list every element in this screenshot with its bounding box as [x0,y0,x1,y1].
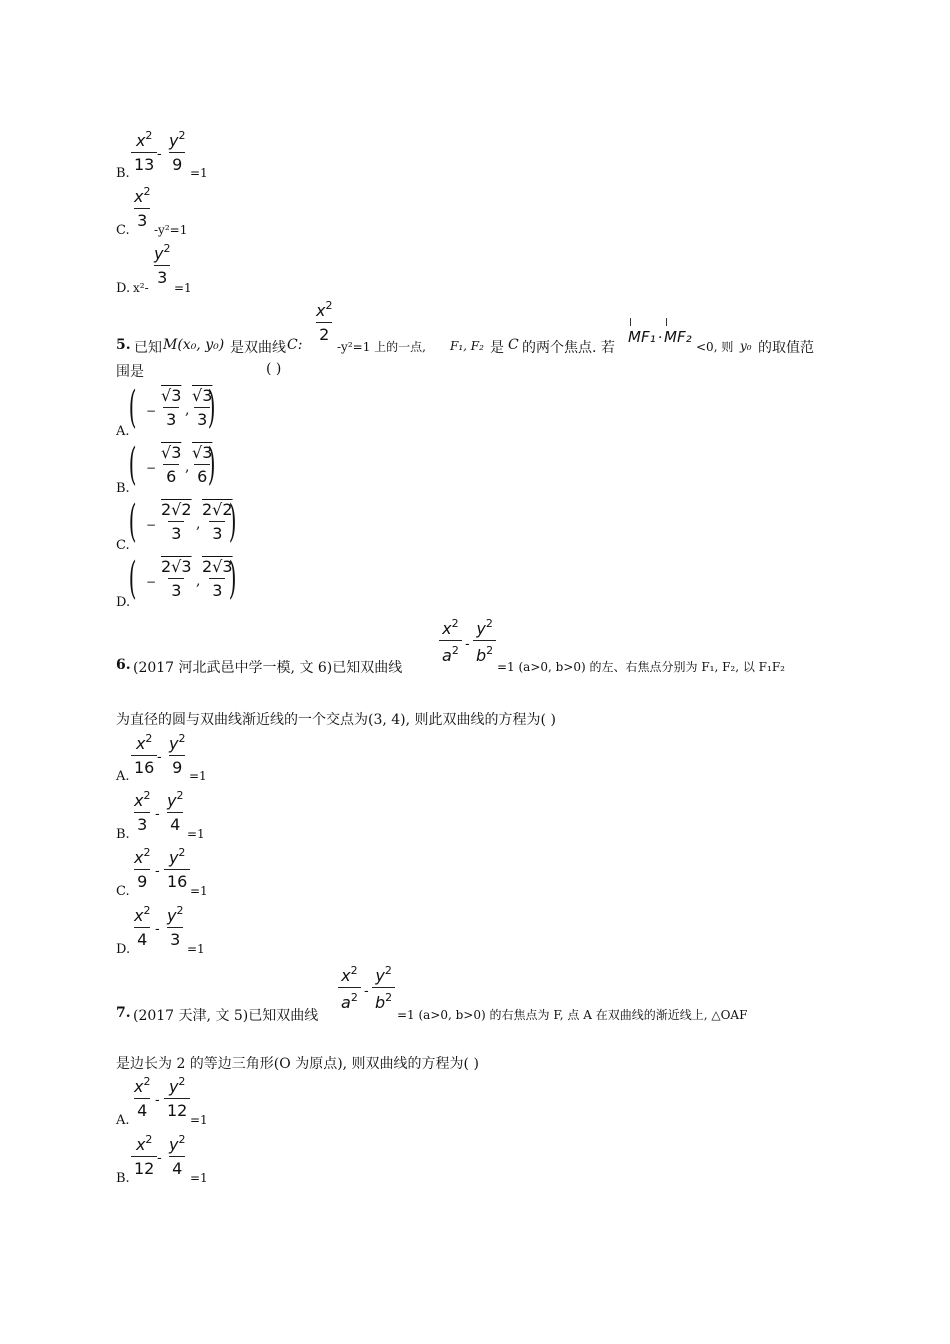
fraction: $\frac{y^2}{4}$ [167,789,184,834]
fraction: $\frac{y^2}{12}$ [164,1076,190,1119]
minus-sign: − [146,461,157,475]
question-text: C: [287,337,303,353]
minus-sign: − [146,404,157,418]
question-text: =1 (a>0, b>0) 的右焦点为 F, 点 A 在双曲线的渐近线上, △OAF [397,1008,748,1022]
minus-sign: − [146,575,157,589]
option-label: C. [116,884,130,899]
option-label: A. [116,769,130,784]
fraction: $\frac{y^2}{4}$ [169,1133,186,1178]
option-label: B. [116,166,130,181]
fraction: $\frac{y^2}{9}$ [169,732,186,777]
option-label: A. [116,424,130,439]
question-text: <0, 则 [696,340,734,354]
fraction: $\frac{x^2}{a^2}$ [338,965,361,1011]
fraction: $\frac{√3}{6}$ [161,443,182,486]
question-text: (2017 天津, 文 5)已知双曲线 [133,1008,319,1024]
option-label: B. [116,481,130,496]
fraction: $\frac{x^2}{9}$ [134,846,151,891]
fraction: $\frac{y^2}{16}$ [164,847,190,890]
equation-tail: =1 [189,769,207,783]
option-label: B. [116,1171,130,1186]
fraction: $\frac{y^2}{b^2}$ [473,618,496,664]
question-text: (2017 河北武邑中学一模, 文 6)已知双曲线 [133,660,403,676]
question-text: =1 (a>0, b>0) 的左、右焦点分别为 F₁, F₂, 以 F₁F₂ [497,660,785,674]
answer-bracket: ( ) [266,361,282,377]
question-text: 是边长为 2 的等边三角形(O 为原点), 则双曲线的方程为( ) [116,1056,479,1072]
option-label: D. [116,281,131,296]
question-number: 7. [116,1005,131,1021]
fraction: $\frac{2√2}{3}$ [161,500,192,543]
equation-tail: =1 [187,942,205,956]
question-text: F₁, F₂ [450,339,484,353]
question-text: 是 [490,340,504,356]
fraction: $\frac{x^2}{3}$ [134,789,151,834]
option-label: C. [116,223,130,238]
fraction: $\frac{x^2}{4}$ [134,1075,151,1120]
question-text: 已知 [134,340,162,356]
question-text: 的取值范 [758,340,814,356]
dot-operator: · [658,330,663,346]
fraction: $\frac{y^2}{b^2}$ [372,965,395,1011]
equation-tail: =1 [190,1113,208,1127]
question-number: 6. [116,657,131,673]
question-text: M(x₀, y₀) [163,337,225,353]
fraction: $\frac{x^2}{4}$ [134,904,151,949]
fraction: $\frac{x^2}{a^2}$ [439,618,462,664]
question-text: -y²=1 上的一点, [337,340,426,354]
fraction: $\frac{2√3}{3}$ [202,557,233,600]
fraction: $\frac{y^2}{3}$ [167,904,184,949]
question-text: 是双曲线 [230,340,286,356]
fraction: $\frac{x^2}{16}$ [131,733,157,776]
fraction: $\frac{y^2}{9}$ [169,129,186,174]
vector-mf1: MF₁ [628,328,656,346]
question-number: 5. [116,337,131,353]
question-text: 围是 [116,364,144,380]
fraction: $\frac{2√3}{3}$ [161,557,192,600]
fraction: $\frac{√3}{3}$ [161,386,182,429]
option-label: D. [116,595,131,610]
fraction: $\frac{2√2}{3}$ [202,500,233,543]
fraction: $\frac{x^2}{3}$ [134,185,151,230]
fraction: $\frac{x^2}{2}$ [316,299,333,344]
fraction: $\frac{x^2}{13}$ [131,130,157,173]
option-label: D. [116,942,131,957]
equation-tail: =1 [190,884,208,898]
question-text: 的两个焦点. 若 [522,340,615,356]
fraction: $\frac{y^2}{3}$ [154,242,171,287]
question-text: y₀ [740,339,752,353]
question-text: 为直径的圆与双曲线渐近线的一个交点为(3, 4), 则此双曲线的方程为( ) [116,712,556,728]
equation-tail: =1 [190,1171,208,1185]
fraction: $\frac{√3}{6}$ [192,443,213,486]
fraction: $\frac{√3}{3}$ [192,386,213,429]
fraction: $\frac{x^2}{12}$ [131,1134,157,1177]
equation-tail: -y²=1 [154,223,188,237]
equation-tail: =1 [187,827,205,841]
equation-tail: =1 [174,281,192,295]
vector-mf2: MF₂ [664,328,692,346]
equation-pre: x²- [133,281,149,295]
option-label: C. [116,538,130,553]
minus-sign: − [146,518,157,532]
option-label: A. [116,1113,130,1128]
equation-tail: =1 [190,166,208,180]
question-text: C [508,337,519,353]
option-label: B. [116,827,130,842]
